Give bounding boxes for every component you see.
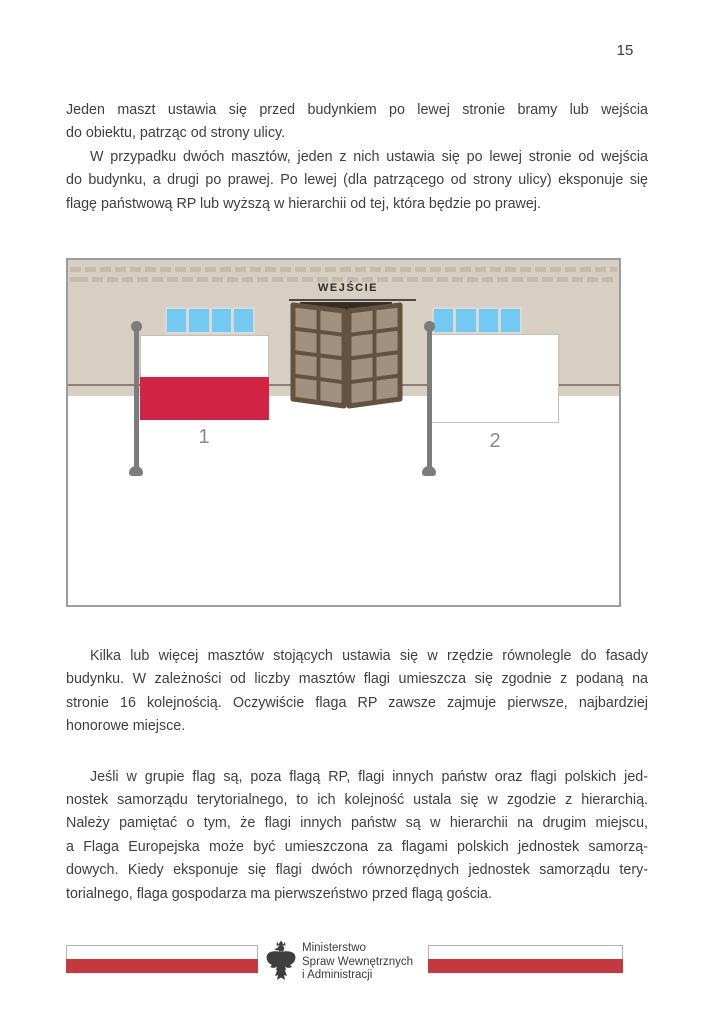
ministry-name: [302, 942, 413, 983]
text-line: stronie 16 kolejnością. Oczywiście flaga RP zawsze zajmuje pierwsze, najbardziej: [66, 694, 648, 711]
cornice-dentil-row: [70, 267, 617, 272]
footer-bar-red-stripe: [428, 959, 623, 973]
text-line: honorowe miejsce.: [66, 718, 186, 735]
text-line: dowych. Kiedy eksponuje się flagi dwóch równorzędnych jednostek samorządu tery-: [66, 862, 648, 879]
flagpole-1: [134, 327, 139, 472]
footer-bar-red-stripe: [66, 959, 258, 973]
entrance-door-illustration: [286, 298, 406, 413]
figure-flag-placement: [66, 258, 621, 607]
polish-flag-1: [140, 335, 269, 420]
text-line: flagę państwową RP lub wyższą w hierarchii od tej, która będzie po prawej.: [66, 195, 541, 212]
flagpole-2: [427, 327, 432, 472]
text-line: a Flaga Europejska może być umieszczona za flagami polskich jednostek samorzą-: [66, 838, 648, 855]
text-line: torialnego, flaga gospodarza ma pierwszeństwo przed flagą gościa.: [66, 885, 492, 902]
window-pane: [234, 309, 253, 332]
white-flag-2: [431, 334, 559, 423]
flagpole-1-knob: [131, 321, 142, 332]
text-line: Kilka lub więcej masztów stojących ustawia się w rzędzie równolegle do fasady: [90, 648, 648, 664]
window-left: [165, 307, 255, 334]
ministry-line: i Administracji: [302, 969, 373, 981]
flag-red-stripe: [140, 377, 269, 420]
text-line: Należy pamiętać o tym, że flagi innych państw są w hierarchii na drugim miejscu,: [66, 815, 648, 832]
flag-number-label: 1: [198, 426, 210, 448]
entrance-label: WEJŚCIE: [317, 282, 378, 294]
footer-flag-bar-left: [66, 945, 258, 973]
eagle-emblem-icon: [265, 940, 297, 984]
text-line: Jeden maszt ustawia się przed budynkiem po lewej stronie bramy lub wejścia: [66, 102, 648, 118]
text-block-top: [66, 99, 648, 216]
footer-flag-bar-right: [428, 945, 623, 973]
ministry-line: Spraw Wewnętrznych: [302, 955, 413, 968]
text-line: budynku. W zależności od liczby masztów flagi umieszcza się zgodnie z podaną na: [66, 671, 648, 688]
text-block-bottom: [66, 645, 648, 906]
page-number: 15: [616, 42, 634, 59]
flag-number-label: 2: [489, 430, 501, 452]
ministry-line: Ministerstwo: [302, 942, 366, 954]
text-line: do budynku, a drugi po prawej. Po lewej (dla patrzącego od strony ulicy) eksponuje się: [66, 172, 648, 189]
text-line: do obiektu, patrząc od strony ulicy.: [66, 125, 286, 142]
paragraph: [66, 766, 648, 906]
flagpole-2-knob: [424, 321, 435, 332]
window-pane: [456, 309, 475, 332]
text-line: W przypadku dwóch masztów, jeden z nich ustawia się po lewej stronie od wejścia: [90, 148, 648, 165]
window-pane: [434, 309, 453, 332]
window-pane: [167, 309, 186, 332]
window-pane: [479, 309, 498, 332]
window-pane: [189, 309, 208, 332]
flagpole-2-base: [422, 466, 436, 476]
paragraph: [66, 99, 648, 146]
paragraph: [66, 645, 648, 739]
window-pane: [212, 309, 231, 332]
text-line: Jeśli w grupie flag są, poza flagą RP, flagi innych państw oraz flagi polskich jed-: [90, 768, 648, 785]
window-right: [432, 307, 522, 334]
text-line: nostek samorządu terytorialnego, to ich kolejność ustala się w zgodzie z hierarchią.: [66, 792, 648, 809]
paragraph: [66, 146, 648, 216]
window-pane: [501, 309, 520, 332]
flagpole-1-base: [129, 466, 143, 476]
